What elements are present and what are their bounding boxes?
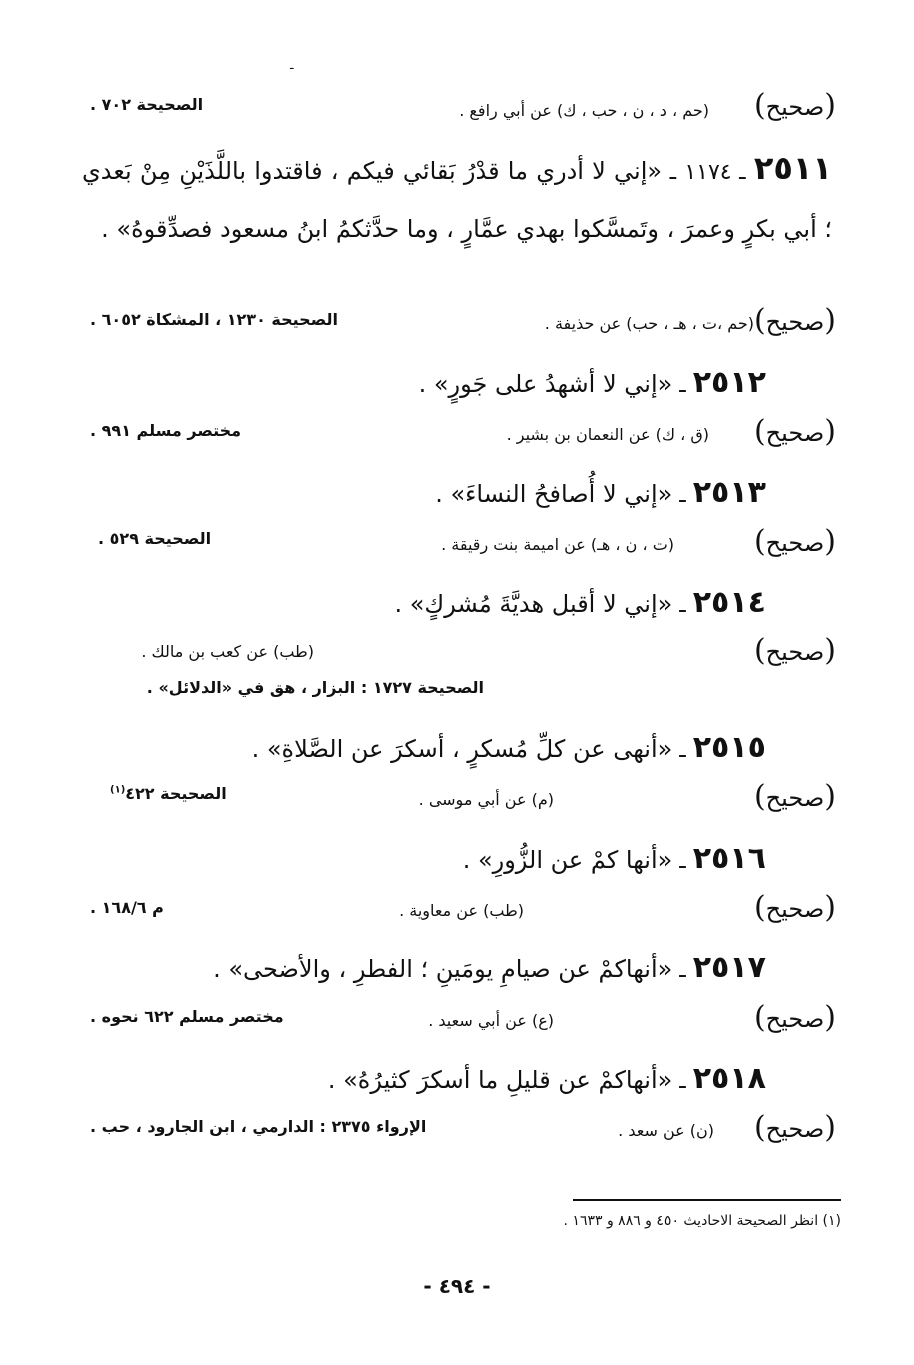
reference-citation: الصحيحة ١٧٢٧ : البزار ، هق في «الدلائل» .: [146, 678, 484, 697]
grade-label: (صحيح): [753, 633, 836, 668]
hadith-secondary-number: ١١٧٤: [684, 160, 732, 185]
hadith-2511: ٢٥١١ ـ ١١٧٤ ـ «إني لا أدري ما قدْرُ بَقائي فيكم ، فاقتدوا باللَّذَيْنِ مِنْ بَعدي ؛ أبي بكرٍ وعمرَ ، وتَمسَّكوا بهدي عمَّارٍ ، وما حدَّثكمُ ابنُ مسعود فصدِّقوهُ» .: [82, 149, 832, 243]
hadith-number: ٢٥١٣: [692, 475, 766, 510]
source-citation: (ق ، ك) عن النعمان بن بشير .: [506, 425, 709, 444]
grade-label: (صحيح): [753, 88, 836, 123]
hadith-2512: ٢٥١٢ ـ «إني لا أشهدُ على جَورٍ» .: [418, 365, 766, 400]
grade-label: (صحيح): [753, 1110, 836, 1145]
hadith-number: ٢٥١٥: [692, 730, 766, 765]
source-citation: (ت ، ن ، هـ) عن اميمة بنت رقيقة .: [441, 535, 674, 554]
hadith-number: ٢٥١٤: [692, 585, 766, 620]
hadith-2513: ٢٥١٣ ـ «إني لا أُصافحُ النساءَ» .: [435, 475, 766, 510]
hadith-text: «إني لا أقبل هديَّةَ مُشركٍ» .: [394, 590, 673, 618]
hadith-number: ٢٥١٧: [692, 950, 766, 985]
hadith-number: ٢٥١٢: [692, 365, 766, 400]
reference-citation: الصحيحة ١٢٣٠ ، المشكاة ٦٠٥٢ .: [90, 310, 338, 329]
reference-citation: مختصر مسلم ٦٢٢ نحوه .: [90, 1007, 284, 1026]
hadith-text: «إني لا أشهدُ على جَورٍ» .: [418, 370, 673, 398]
hadith-2518: ٢٥١٨ ـ «أنهاكمْ عن قليلِ ما أسكرَ كثيرُهُ» .: [327, 1061, 766, 1096]
hadith-text: «إني لا أدري ما قدْرُ بَقائي فيكم ، فاقتدوا باللَّذَيْنِ مِنْ بَعدي ؛ أبي بكرٍ وعمرَ ، وتَمسَّكوا بهدي عمَّارٍ ، وما حدَّثكمُ ابنُ مسعود فصدِّقوهُ» .: [82, 157, 832, 243]
reference-citation: الصحيحة ٥٢٩ .: [98, 529, 212, 548]
footnote-marker: (١): [110, 784, 126, 796]
grade-label: (صحيح): [753, 303, 836, 338]
hadith-text: «أنهاكمْ عن صيامِ يومَينِ ؛ الفطرِ ، والأضحى» .: [213, 955, 673, 983]
hadith-number: ٢٥١١: [753, 149, 832, 187]
hadith-2514: ٢٥١٤ ـ «إني لا أقبل هديَّةَ مُشركٍ» .: [394, 585, 766, 620]
footnote: (١) انظر الصحيحة الاحاديث ٤٥٠ و ٨٨٦ و ١٦٣٣ .: [563, 1213, 841, 1229]
grade-label: (صحيح): [753, 524, 836, 559]
reference-citation: الإرواء ٢٣٧٥ : الدارمي ، ابن الجارود ، حب .: [90, 1117, 427, 1136]
source-citation: (حم ،ت ، هـ ، حب) عن حذيفة .: [544, 314, 754, 333]
grade-label: (صحيح): [753, 414, 836, 449]
source-citation: (ن) عن سعد .: [618, 1121, 714, 1140]
hadith-number: ٢٥١٨: [692, 1061, 766, 1096]
grade-label: (صحيح): [753, 890, 836, 925]
grade-label: (صحيح): [753, 1000, 836, 1035]
source-citation: (طب) عن كعب بن مالك .: [141, 642, 314, 661]
hadith-2516: ٢٥١٦ ـ «أنها كمْ عن الزُّورِ» .: [462, 841, 766, 876]
footnote-divider: [573, 1199, 841, 1201]
source-citation: (حم ، د ، ن ، حب ، ك) عن أبي رافع .: [459, 101, 709, 120]
top-mark: ـ: [290, 58, 294, 72]
source-citation: (طب) عن معاوية .: [399, 901, 524, 920]
hadith-2515: ٢٥١٥ ـ «أنهى عن كلِّ مُسكرٍ ، أسكرَ عن الصَّلاةِ» .: [251, 730, 766, 765]
hadith-text: «أنها كمْ عن الزُّورِ» .: [462, 846, 673, 874]
hadith-text: «أنهاكمْ عن قليلِ ما أسكرَ كثيرُهُ» .: [327, 1066, 673, 1094]
reference-citation: الصحيحة ٤٢٢$^{(١)}$: [110, 784, 227, 803]
grade-label: (صحيح): [753, 779, 836, 814]
hadith-text: «إني لا أُصافحُ النساءَ» .: [435, 480, 673, 508]
hadith-text: «أنهى عن كلِّ مُسكرٍ ، أسكرَ عن الصَّلاةِ» .: [251, 735, 673, 763]
reference-citation: مختصر مسلم ٩٩١ .: [90, 421, 242, 440]
reference-citation: م ١٦٨/٦ .: [90, 898, 164, 917]
source-citation: (ع) عن أبي سعيد .: [428, 1011, 554, 1030]
source-citation: (م) عن أبي موسى .: [418, 790, 554, 809]
reference-citation: الصحيحة ٧٠٢ .: [90, 95, 204, 114]
hadith-2517: ٢٥١٧ ـ «أنهاكمْ عن صيامِ يومَينِ ؛ الفطرِ ، والأضحى» .: [213, 950, 766, 985]
hadith-number: ٢٥١٦: [692, 841, 766, 876]
page-number: - ٤٩٤ -: [423, 1274, 491, 1298]
